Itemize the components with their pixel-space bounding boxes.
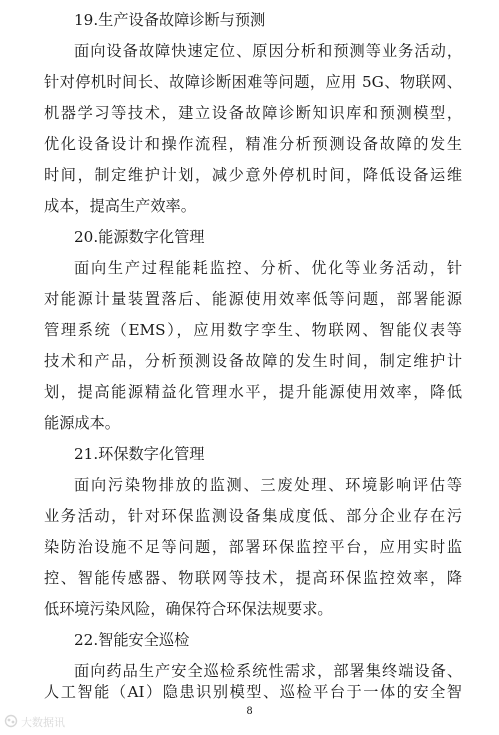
page-number: 8: [246, 706, 253, 717]
paragraph-line: 面向药品生产安全巡检系统性需求，部署集终端设备、: [74, 662, 462, 680]
paragraph-line: 面向污染物排放的监测、三废处理、环境影响评估等: [74, 476, 462, 494]
paragraph-line: 人工智能（AI）隐患识别模型、巡检平台于一体的安全智: [44, 683, 462, 701]
paragraph-line: 对能源计量装置落后、能源使用效率低等问题，部署能源: [44, 290, 462, 308]
section-heading-20: 20.能源数字化管理: [74, 228, 205, 246]
paragraph-line: 染防治设施不足等问题，部署环保监控平台，应用实时监: [44, 538, 462, 556]
paragraph-line: 优化设备设计和操作流程，精准分析预测设备故障的发生: [44, 135, 462, 153]
paragraph-line: 控、智能传感器、物联网等技术，提高环保监控效率，降: [44, 569, 462, 587]
paragraph-line: 管理系统（EMS），应用数字孪生、物联网、智能仪表等: [44, 321, 462, 339]
section-heading-21: 21.环保数字化管理: [74, 445, 205, 463]
paragraph-line: 面向生产过程能耗监控、分析、优化等业务活动，针: [74, 259, 462, 277]
paragraph-line: 能源成本。: [44, 414, 120, 432]
paragraph-line: 划，提高能源精益化管理水平，提升能源使用效率，降低: [44, 383, 462, 401]
section-heading-19: 19.生产设备故障诊断与预测: [74, 11, 266, 29]
paragraph-line: 时间，制定维护计划，减少意外停机时间，降低设备运维: [44, 166, 462, 184]
watermark-logo-icon: [4, 713, 18, 732]
section-heading-22: 22.智能安全巡检: [74, 631, 190, 649]
watermark: [4, 714, 65, 730]
paragraph-line: 机器学习等技术，建立设备故障诊断知识库和预测模型，: [44, 104, 462, 122]
paragraph-line: 技术和产品，分析预测设备故障的发生时间，制定维护计: [44, 352, 462, 370]
paragraph-line: 业务活动，针对环保监测设备集成度低、部分企业存在污: [44, 507, 462, 525]
paragraph-line: 面向设备故障快速定位、原因分析和预测等业务活动，: [74, 42, 462, 60]
watermark-text: 大数据讯: [21, 716, 65, 729]
paragraph-line: 针对停机时间长、故障诊断困难等问题，应用 5G、物联网、: [44, 73, 462, 91]
paragraph-line: 成本，提高生产效率。: [44, 197, 196, 215]
paragraph-line: 低环境污染风险，确保符合环保法规要求。: [44, 600, 333, 618]
